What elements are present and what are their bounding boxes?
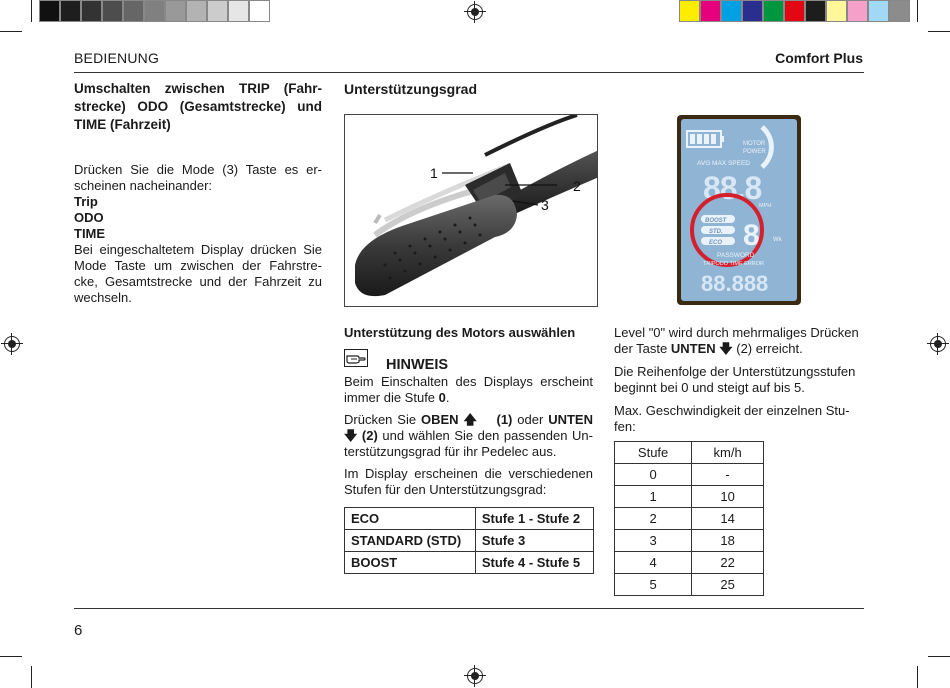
std-indicator: STD. xyxy=(709,229,723,235)
level-zero-sentence: Level "0" wird durch mehrmaliges Drücken der Taste xyxy=(614,325,859,356)
crop-mark xyxy=(0,31,22,32)
level-zero-text xyxy=(614,325,864,357)
kmh-cell: 25 xyxy=(692,574,764,596)
button-instruction-text xyxy=(344,412,593,460)
registration-mark-top xyxy=(467,4,483,20)
level-name: BOOST xyxy=(345,552,476,574)
initial-level-value: 0 xyxy=(438,390,446,405)
speed-digits: 88.8 xyxy=(703,170,762,206)
boost-indicator: BOOST xyxy=(705,218,727,224)
kmh-cell: 22 xyxy=(692,552,764,574)
grayscale-calibration-bar xyxy=(39,0,270,22)
stufe-cell: 5 xyxy=(615,574,692,596)
lcd-display-photo xyxy=(677,115,801,305)
mode-item-trip: Trip xyxy=(74,194,98,209)
column-header-stufe: Stufe xyxy=(615,442,692,464)
registration-mark-bottom xyxy=(467,668,483,684)
color-swatch xyxy=(60,0,81,22)
oder-text: oder xyxy=(512,412,549,427)
crop-mark xyxy=(917,0,918,22)
color-swatch xyxy=(826,0,847,22)
product-name: Comfort Plus xyxy=(775,50,863,66)
max-speed-table xyxy=(614,441,764,596)
initial-level-period: . xyxy=(445,390,450,405)
color-swatch xyxy=(847,0,868,22)
arrow-down-icon: 🡇 xyxy=(344,428,358,443)
odometer-labels: TRIPODO TIME ERROR xyxy=(703,261,765,267)
level-range: Stufe 1 - Stufe 2 xyxy=(475,508,593,530)
unten-label: UNTEN xyxy=(670,341,716,356)
button-2-ref: (2) xyxy=(361,428,378,443)
initial-level-sentence: Beim Einschalten des Displays erscheint immer die Stufe xyxy=(344,374,593,405)
table-row xyxy=(615,552,764,574)
stufe-cell: 3 xyxy=(615,530,692,552)
display-levels-text: Im Display erscheinen die verschiedenen Stufen für den Unterstützungsgrad: xyxy=(344,466,593,497)
support-instructions xyxy=(344,374,593,504)
press-text: Drücken Sie xyxy=(344,412,422,427)
page-number: 6 xyxy=(74,622,83,639)
arrow-up-icon: 🡅 xyxy=(463,412,477,427)
color-swatch xyxy=(889,0,910,22)
color-swatch xyxy=(228,0,249,22)
speed-unit: MPH xyxy=(759,203,772,209)
arrow-down-icon: 🡇 xyxy=(719,341,733,356)
callout-3: 3 xyxy=(541,197,549,213)
table-row xyxy=(345,552,594,574)
color-swatch xyxy=(742,0,763,22)
table-row xyxy=(615,574,764,596)
registration-mark-right xyxy=(930,336,946,352)
power-label: POWER xyxy=(743,149,766,155)
color-swatch xyxy=(763,0,784,22)
footer-rule xyxy=(74,608,864,609)
color-swatch xyxy=(165,0,186,22)
callout-1: 1 xyxy=(430,165,438,181)
color-swatch xyxy=(784,0,805,22)
color-swatch xyxy=(186,0,207,22)
crop-mark xyxy=(917,666,918,688)
max-speed-intro: Max. Geschwindigkeit der einzelnen Stu-fen: xyxy=(614,403,850,434)
crop-mark xyxy=(0,656,22,657)
support-levels-table xyxy=(344,507,594,574)
level-name: STANDARD (STD) xyxy=(345,530,476,552)
stufe-cell: 1 xyxy=(615,486,692,508)
hint-title: HINWEIS xyxy=(386,357,449,373)
color-swatch xyxy=(249,0,270,22)
crop-mark xyxy=(31,666,32,688)
color-swatch xyxy=(700,0,721,22)
color-calibration-bar xyxy=(679,0,910,22)
handlebar-illustration xyxy=(345,115,598,307)
color-swatch xyxy=(679,0,700,22)
stufe-cell: 2 xyxy=(615,508,692,530)
support-level-digit: 8 xyxy=(743,219,760,252)
level-order-text: Die Reihenfolge der Unterstützungsstufen beginnt bei 0 und steigt auf bis 5. xyxy=(614,364,856,395)
trip-odo-time-text xyxy=(74,162,322,306)
table-row xyxy=(615,508,764,530)
initial-level-text xyxy=(344,374,593,406)
support-level-heading: Unterstützungsgrad xyxy=(344,81,477,97)
color-swatch xyxy=(81,0,102,22)
color-swatch xyxy=(207,0,228,22)
handlebar-control-photo xyxy=(344,114,598,307)
crop-mark xyxy=(928,656,950,657)
password-label: PASSWORD xyxy=(717,252,755,259)
motor-label: MOTOR xyxy=(743,141,766,147)
eco-indicator: ECO xyxy=(709,240,723,246)
color-swatch xyxy=(144,0,165,22)
color-swatch xyxy=(721,0,742,22)
section-title: BEDIENUNG xyxy=(74,50,160,66)
kmh-cell: 18 xyxy=(692,530,764,552)
color-swatch xyxy=(102,0,123,22)
mode-outro-text: Bei eingeschaltetem Display drücken Sie Mode Taste um zwischen der Fahrstre-cke, Gesamtstrecke und der Fahrzeit zu wechseln. xyxy=(74,242,322,305)
trip-odo-time-heading: Umschalten zwischen TRIP (Fahr-strecke) ODO (Gesamtstrecke) und TIME (Fahrzeit) xyxy=(74,81,322,132)
kmh-cell: - xyxy=(692,464,764,486)
color-swatch xyxy=(805,0,826,22)
speed-mode-labels: AVG MAX SPEED xyxy=(697,160,750,167)
stufe-cell: 4 xyxy=(615,552,692,574)
level-range: Stufe 3 xyxy=(475,530,593,552)
level-name: ECO xyxy=(345,508,476,530)
odometer-digits: 88.888 xyxy=(701,271,769,296)
oben-label: OBEN xyxy=(421,412,459,427)
mode-intro-text: Drücken Sie die Mode (3) Taste es er-scheinen nacheinander: xyxy=(74,162,322,193)
unten-label: UNTEN xyxy=(548,412,593,427)
table-header-row xyxy=(615,442,764,464)
kmh-cell: 10 xyxy=(692,486,764,508)
header-rule xyxy=(74,72,864,73)
kmh-cell: 14 xyxy=(692,508,764,530)
color-swatch xyxy=(123,0,144,22)
mode-item-time: TIME xyxy=(74,226,106,241)
table-row xyxy=(345,508,594,530)
pointing-hand-icon xyxy=(344,349,368,367)
level-range: Stufe 4 - Stufe 5 xyxy=(475,552,593,574)
registration-mark-left xyxy=(4,336,20,352)
table-row xyxy=(615,530,764,552)
crop-mark xyxy=(928,31,950,32)
callout-2: 2 xyxy=(573,178,581,194)
mode-item-odo: ODO xyxy=(74,210,104,225)
table-row xyxy=(345,530,594,552)
level-info-text xyxy=(614,325,864,442)
color-swatch xyxy=(868,0,889,22)
color-swatch xyxy=(39,0,60,22)
motor-support-heading: Unterstützung des Motors auswählen xyxy=(344,325,576,340)
table-row xyxy=(615,486,764,508)
choose-level-text: und wählen Sie den passenden Un-terstützungsgrad für ihr Pedelec aus. xyxy=(344,428,593,459)
stufe-cell: 0 xyxy=(615,464,692,486)
column-header-kmh: km/h xyxy=(692,442,764,464)
button-1-ref: (1) xyxy=(496,412,513,427)
wk-label: Wk xyxy=(773,237,782,243)
level-zero-end: (2) erreicht. xyxy=(732,341,803,356)
crop-mark xyxy=(31,0,32,22)
table-row xyxy=(615,464,764,486)
